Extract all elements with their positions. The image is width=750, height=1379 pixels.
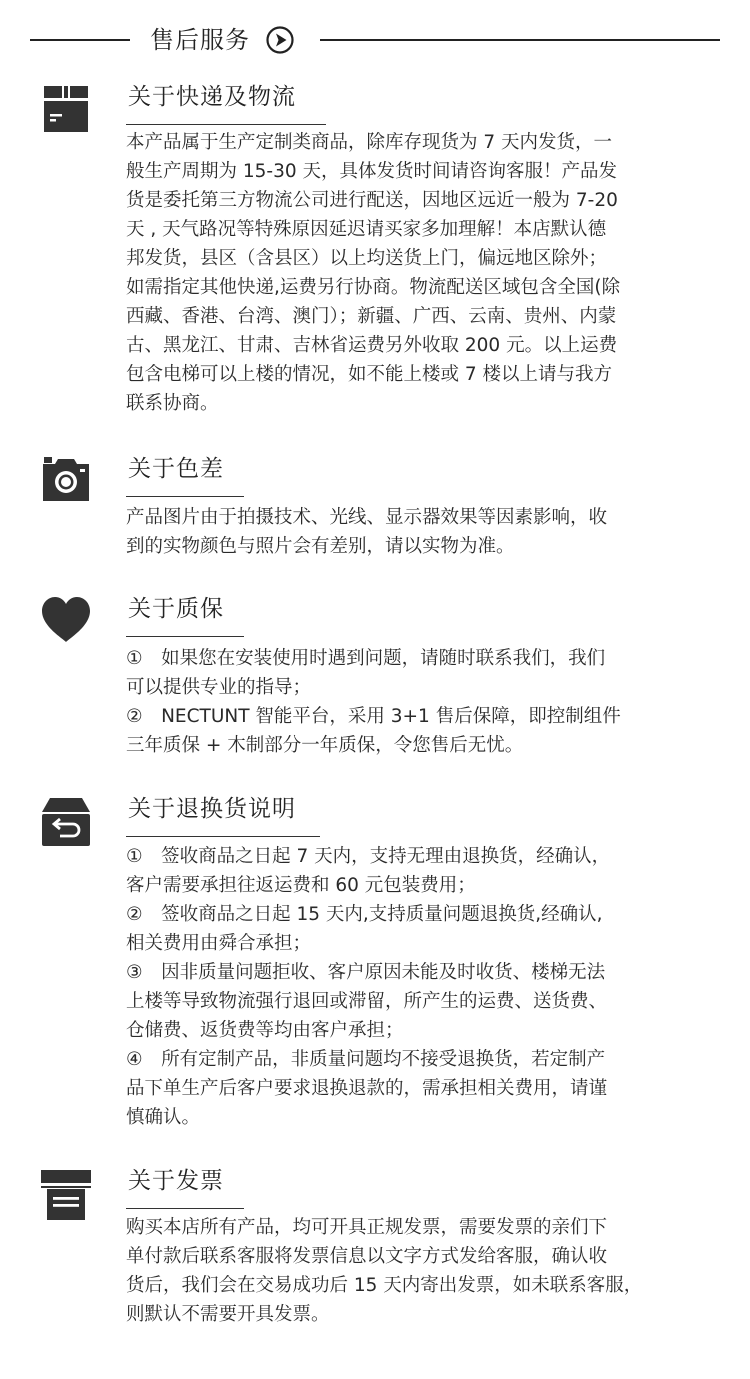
section-heading: 关于快递及物流 [128,84,296,110]
heading-underline [126,496,244,497]
section-heading: 关于色差 [128,456,224,482]
body-line: ② NECTUNT 智能平台，采用 3+1 售后保障，即控制组件 [126,706,621,727]
section-body [126,842,706,1132]
body-line: ② 签收商品之日起 15 天内,支持质量问题退换货,经确认, [126,904,603,925]
section-body [126,128,706,418]
section-header [30,22,720,58]
section-body [126,503,706,561]
body-line: 邦发货，县区（含县区）以上均送货上门，偏远地区除外； [126,248,608,269]
body-line: 古、黑龙江、甘肃、吉林省运费另外收取 200 元。以上运费 [126,335,618,356]
heart-icon [40,594,92,646]
body-line: 联系协商。 [126,393,219,414]
body-line: 客户需要承担往返运费和 60 元包装费用； [126,875,476,896]
body-line: 三年质保 + 木制部分一年质保，令您售后无忧。 [126,735,524,756]
body-line: 品下单生产后客户要求退换退款的，需承担相关费用，请谨 [126,1078,608,1099]
body-line: 货是委托第三方物流公司进行配送，因地区远近一般为 7-20 [126,190,618,211]
body-line: 包含电梯可以上楼的情况，如不能上楼或 7 楼以上请与我方 [126,364,613,385]
heading-underline [126,1208,244,1209]
body-line: 则默认不需要开具发票。 [126,1304,330,1325]
header-divider-left [30,39,130,41]
body-line: 仓储费、返货费等均由客户承担； [126,1020,404,1041]
section-body [126,644,706,760]
body-line: 购买本店所有产品，均可开具正规发票，需要发票的亲们下 [126,1217,608,1238]
body-line: 本产品属于生产定制类商品，除库存现货为 7 天内发货，一 [126,132,613,153]
header-divider-right [320,39,720,41]
body-line: 货后，我们会在交易成功后 15 天内寄出发票，如未联系客服， [126,1275,643,1296]
body-line: ① 如果您在安装使用时遇到问题，请随时联系我们，我们 [126,648,606,669]
body-line: 般生产周期为 15-30 天，具体发货时间请咨询客服！产品发 [126,161,618,182]
heading-underline [126,836,320,837]
section-heading: 关于质保 [128,596,224,622]
invoice-icon [40,1168,92,1220]
heading-underline [126,124,326,125]
body-line: 上楼等导致物流强行退回或滞留，所产生的运费、送货费、 [126,991,608,1012]
body-line: 到的实物颜色与照片会有差别，请以实物为准。 [126,536,515,557]
body-line: 慎确认。 [126,1107,201,1128]
section-heading: 关于发票 [128,1168,224,1194]
page-title: 售后服务 [150,26,250,54]
body-line: 如需指定其他快递,运费另行协商。物流配送区域包含全国(除 [126,277,621,298]
body-line: ③ 因非质量问题拒收、客户原因未能及时收货、楼梯无法 [126,962,606,983]
body-line: 相关费用由舜合承担； [126,933,312,954]
return-box-icon [40,796,92,848]
section-body [126,1213,706,1329]
box-icon [40,82,92,134]
body-line: 产品图片由于拍摄技术、光线、显示器效果等因素影响，收 [126,507,608,528]
body-line: 西藏、香港、台湾、澳门）；新疆、广西、云南、贵州、内蒙 [126,306,617,327]
body-line: 单付款后联系客服将发票信息以文字方式发给客服，确认收 [126,1246,608,1267]
body-line: ④ 所有定制产品，非质量问题均不接受退换货，若定制产 [126,1049,606,1070]
section-heading: 关于退换货说明 [128,796,296,822]
body-line: 天 , 天气路况等特殊原因延迟请买家多加理解！本店默认德 [126,219,607,240]
heading-underline [126,636,244,637]
body-line: ① 签收商品之日起 7 天内，支持无理由退换货，经确认， [126,846,611,867]
body-line: 可以提供专业的指导； [126,677,312,698]
camera-icon [40,454,92,506]
play-arrow-icon [265,25,295,55]
